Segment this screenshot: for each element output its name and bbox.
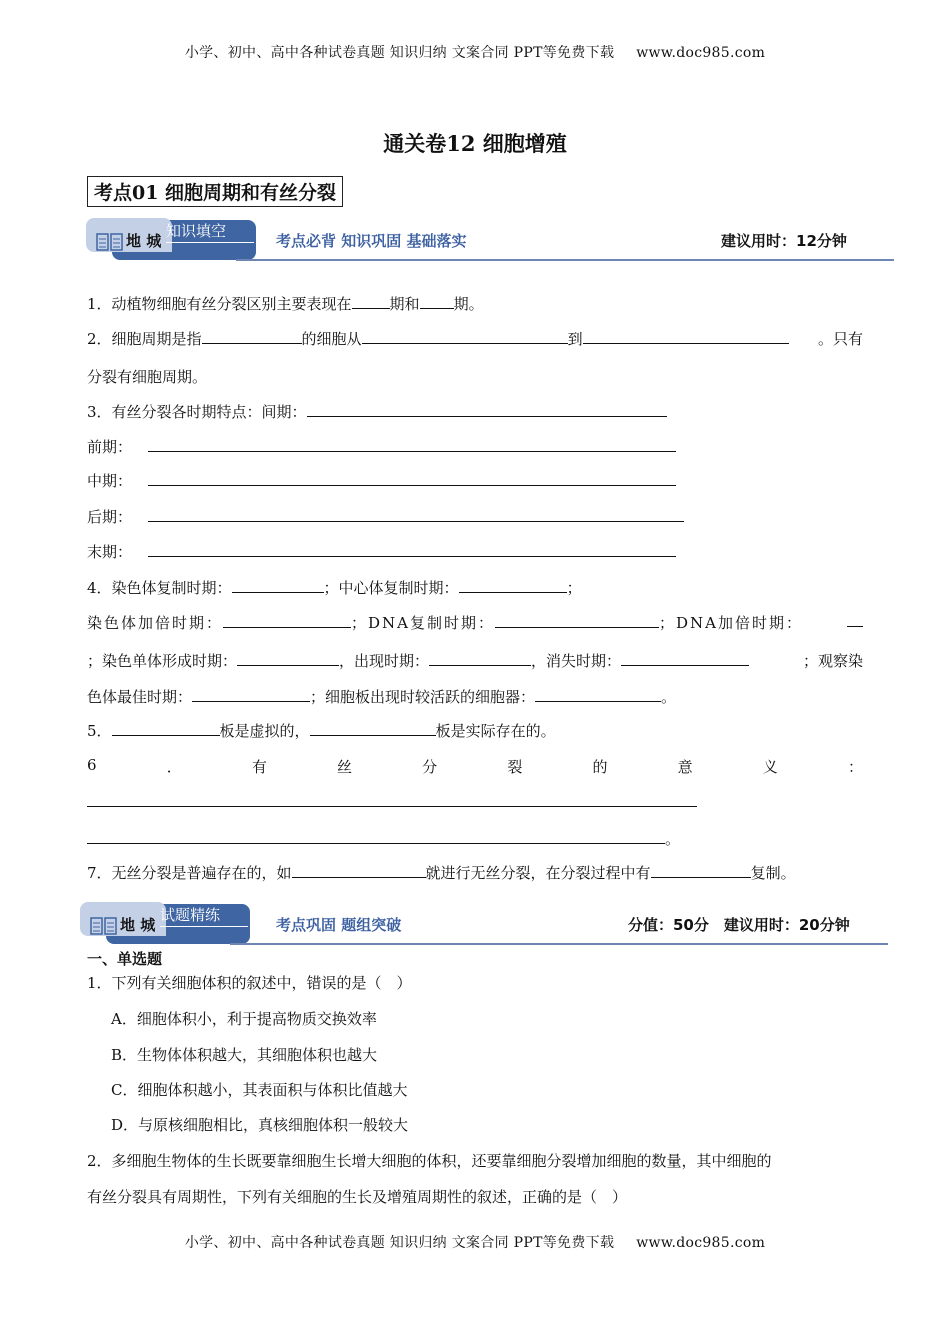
- banner-tab-underline: [160, 926, 248, 927]
- q4d-blank-1[interactable]: [192, 687, 310, 702]
- q1-text-a: 1．动植物细胞有丝分裂区别主要表现在: [87, 295, 352, 313]
- q7-text-c: 复制。: [750, 864, 796, 882]
- page-footer: [0, 1232, 950, 1252]
- q2-text-c: 到: [567, 330, 583, 348]
- q2-text-a: 2．细胞周期是指: [87, 330, 202, 348]
- fill-q4-line3: [87, 650, 863, 671]
- q4b-text-a: 染色体加倍时期：: [87, 614, 224, 632]
- q2-text-d: 。只有: [817, 330, 863, 348]
- q2-blank-1[interactable]: [202, 329, 302, 344]
- mcq-q1-option-d[interactable]: D．与原核细胞相比，真核细胞体积一般较大: [111, 1116, 409, 1134]
- section-heading: 考点01 细胞周期和有丝分裂: [87, 176, 343, 207]
- q3-text: 3．有丝分裂各时期特点：间期：: [87, 403, 307, 421]
- footer-text: 小学、初中、高中各种试卷真题 知识归纳 文案合同 PPT等免费下载: [184, 1235, 615, 1251]
- q5-text-c: 板是实际存在的。: [435, 722, 556, 740]
- banner-knowledge-fill: [86, 218, 894, 262]
- q5-blank-2[interactable]: [310, 721, 436, 736]
- q6-blank-2[interactable]: [87, 829, 665, 844]
- q4d-blank-2[interactable]: [535, 687, 661, 702]
- fill-q2: [87, 328, 863, 349]
- banner-badge: 地 城: [126, 232, 162, 250]
- banner-badge: 地 城: [120, 916, 156, 934]
- fill-q4-line4: [87, 686, 676, 707]
- q4-blank-1[interactable]: [232, 578, 324, 593]
- fill-q7: [87, 862, 796, 883]
- banner-time: 建议用时：12分钟: [721, 232, 847, 250]
- header-url[interactable]: www.doc985.com: [636, 45, 766, 61]
- page-title: 通关卷12 细胞增殖: [383, 131, 567, 156]
- banner-tab-label: 知识填空: [166, 222, 227, 240]
- banner-tab-underline: [166, 242, 254, 243]
- mcq-q1-option-b[interactable]: B．生物体体积越大，其细胞体积也越大: [111, 1046, 378, 1064]
- q1-text-b: 期和: [389, 295, 420, 313]
- phase-blank[interactable]: [148, 542, 676, 557]
- q4b-blank-3[interactable]: [847, 612, 863, 627]
- phase-label: 中期：: [87, 472, 133, 490]
- mcq-q2-line2: 有丝分裂具有周期性，下列有关细胞的生长及增殖周期性的叙述，正确的是（ ）: [87, 1188, 628, 1206]
- q6-char: 丝: [337, 758, 353, 776]
- q6-char: 裂: [507, 758, 523, 776]
- banner-subtitle: 考点必背 知识巩固 基础落实: [276, 232, 467, 250]
- fill-q6: [87, 756, 863, 777]
- q4c-text-d: ；观察染: [802, 652, 863, 670]
- q6-char: ．: [166, 758, 182, 776]
- q6-char: 意: [677, 758, 693, 776]
- q1-blank-1[interactable]: [352, 294, 390, 309]
- q6-char: 的: [592, 758, 608, 776]
- q1-text-c: 期。: [453, 295, 484, 313]
- q4-blank-2[interactable]: [459, 578, 567, 593]
- q5-text-b: 板是虚拟的，: [219, 722, 310, 740]
- q1-blank-2[interactable]: [420, 294, 454, 309]
- q4b-text-c: ；DNA加倍时期：: [659, 614, 804, 632]
- mcq-heading: 一、单选题: [87, 950, 163, 968]
- q6-char: 有: [251, 758, 267, 776]
- fill-q3: [87, 401, 667, 422]
- q7-text-b: 就进行无丝分裂，在分裂过程中有: [425, 864, 651, 882]
- banner-practice: [80, 902, 888, 946]
- q2-blank-3[interactable]: [583, 329, 789, 344]
- q5-text-a: 5．: [87, 722, 112, 740]
- fill-q4-line2: [87, 612, 863, 633]
- phase-blank[interactable]: [148, 507, 684, 522]
- q4b-blank-1[interactable]: [223, 613, 351, 628]
- q4c-blank-1[interactable]: [237, 651, 339, 666]
- q4-text-b: ；中心体复制时期：: [323, 579, 459, 597]
- q3-blank-interphase[interactable]: [307, 402, 667, 417]
- q6-answer-line-2: [87, 828, 680, 849]
- q5-blank-1[interactable]: [112, 721, 220, 736]
- header-text: 小学、初中、高中各种试卷真题 知识归纳 文案合同 PPT等免费下载: [184, 45, 615, 61]
- q6-blank-1[interactable]: [87, 792, 697, 807]
- q6-char: 义: [762, 758, 778, 776]
- book-icon: [96, 232, 124, 252]
- q4d-text-c: 。: [661, 688, 677, 706]
- q4c-text-a: ；染色单体形成时期：: [87, 652, 238, 670]
- q6-char: ：: [847, 758, 863, 776]
- phase-blank[interactable]: [148, 437, 676, 452]
- fill-q5: [87, 720, 556, 741]
- page-header: [0, 42, 950, 62]
- mcq-q1-option-a[interactable]: A．细胞体积小，利于提高物质交换效率: [111, 1010, 377, 1028]
- q4c-text-c: ，消失时期：: [531, 652, 622, 670]
- phase-blank[interactable]: [148, 471, 676, 486]
- q4c-blank-3[interactable]: [621, 651, 749, 666]
- q6-end-text: 。: [665, 830, 681, 848]
- fill-q1: [87, 293, 484, 314]
- q4b-blank-2[interactable]: [495, 613, 659, 628]
- q7-blank-2[interactable]: [651, 863, 751, 878]
- q4d-text-a: 色体最佳时期：: [87, 688, 193, 706]
- q4-text-c: ；: [566, 579, 582, 597]
- mcq-q2-line1: 2．多细胞生物体的生长既要靠细胞生长增大细胞的体积，还要靠细胞分裂增加细胞的数量，其中细胞的: [87, 1152, 772, 1170]
- banner-rule: [236, 259, 894, 261]
- q2-blank-2[interactable]: [362, 329, 568, 344]
- q2-text-b: 的细胞从: [301, 330, 362, 348]
- phase-anaphase: [87, 506, 684, 527]
- mcq-q1-option-c[interactable]: C．细胞体积越小，其表面积与体积比值越大: [111, 1081, 408, 1099]
- footer-url[interactable]: www.doc985.com: [636, 1235, 766, 1251]
- phase-label: 后期：: [87, 508, 133, 526]
- banner-score-time: 分值：50分 建议用时：20分钟: [628, 916, 850, 934]
- banner-tab-label: 试题精练: [160, 906, 221, 924]
- banner-rule: [230, 943, 888, 945]
- banner-subtitle: 考点巩固 题组突破: [276, 916, 402, 934]
- q6-char: 6: [87, 756, 97, 774]
- mcq-q1: 1．下列有关细胞体积的叙述中，错误的是（ ）: [87, 974, 412, 992]
- phase-label: 末期：: [87, 543, 133, 561]
- q7-blank-1[interactable]: [292, 863, 426, 878]
- fill-q4: [87, 577, 582, 598]
- q7-text-a: 7．无丝分裂是普遍存在的，如: [87, 864, 292, 882]
- phase-label: 前期：: [87, 438, 133, 456]
- q6-char: 分: [422, 758, 438, 776]
- phase-telophase: [87, 541, 676, 562]
- q4b-text-b: ；DNA复制时期：: [351, 614, 496, 632]
- q4d-text-b: ；细胞板出现时较活跃的细胞器：: [310, 688, 536, 706]
- fill-q2-cont: 分裂有细胞周期。: [87, 368, 208, 386]
- q4c-text-b: ，出现时期：: [339, 652, 430, 670]
- phase-prophase: [87, 436, 676, 457]
- q4-text-a: 4．染色体复制时期：: [87, 579, 232, 597]
- book-icon: [90, 916, 118, 936]
- phase-metaphase: [87, 470, 676, 491]
- q6-answer-line-1: [87, 792, 697, 811]
- q4c-blank-2[interactable]: [429, 651, 531, 666]
